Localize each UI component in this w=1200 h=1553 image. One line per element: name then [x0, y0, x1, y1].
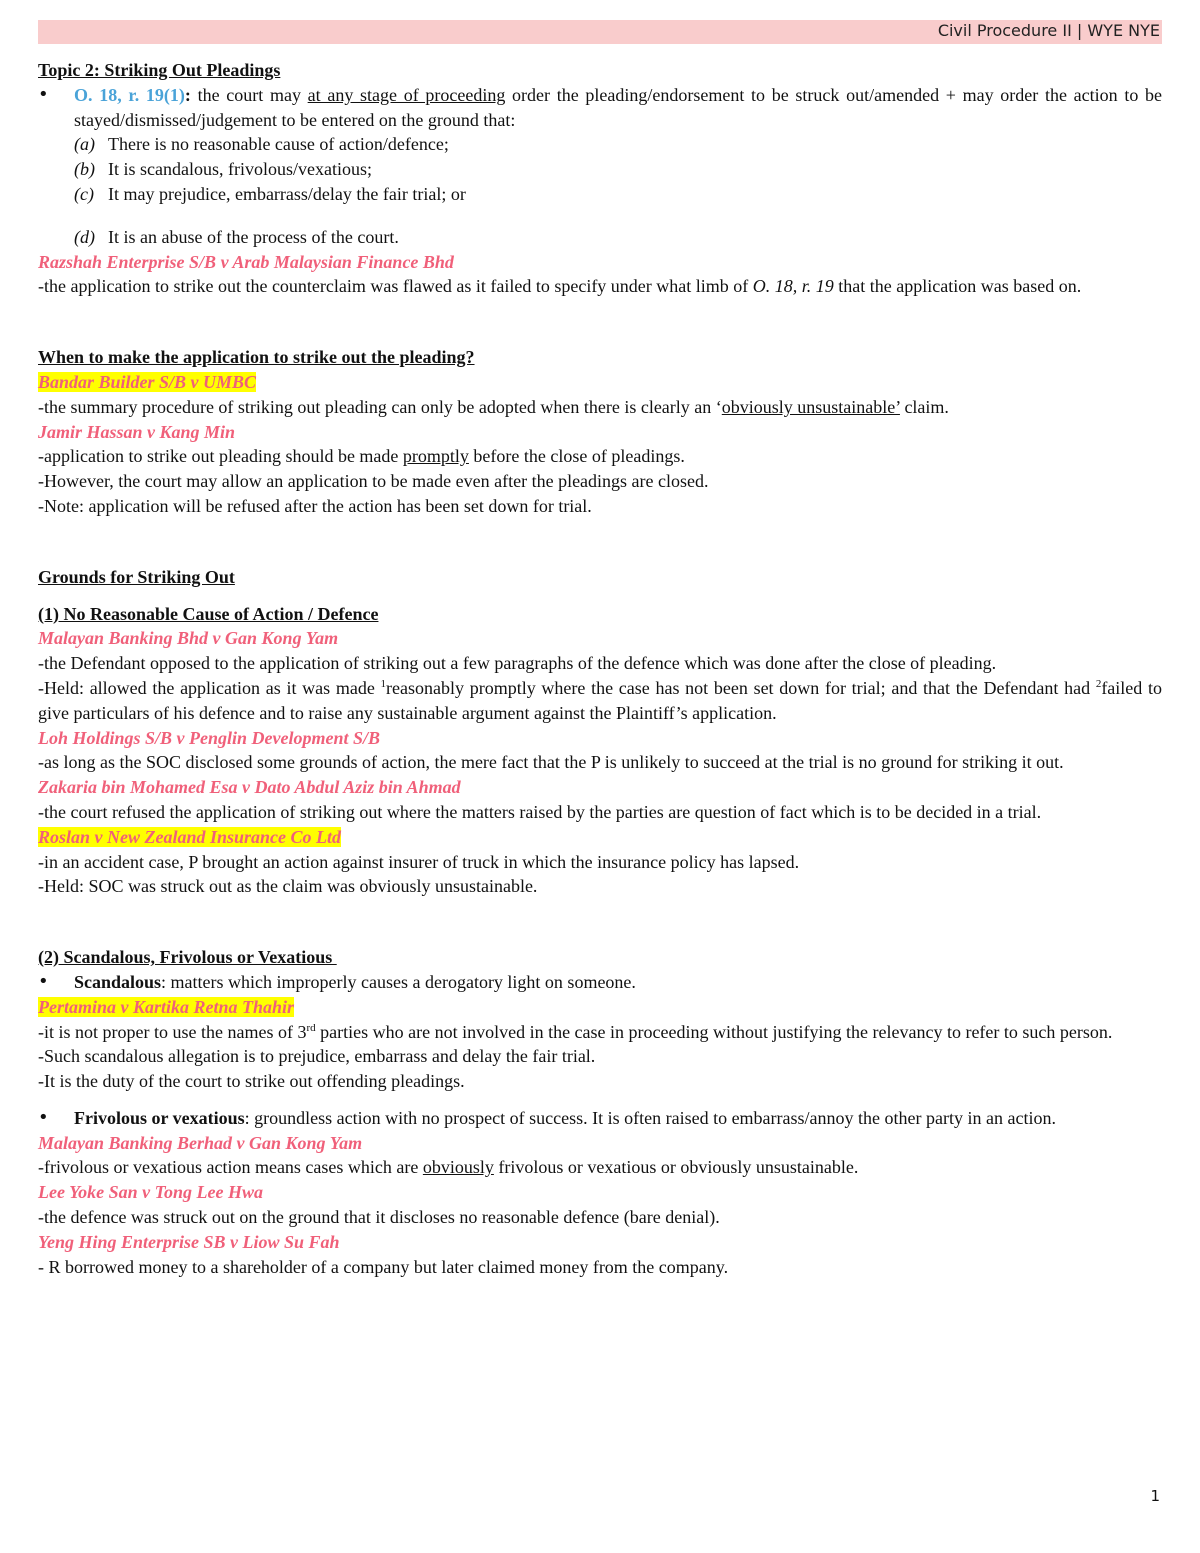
rule-reference: O. 18, r. 19(1): [74, 84, 185, 105]
case-note: -Note: application will be refused after the action has been set down for trial.: [38, 495, 592, 516]
case-note-underlined: promptly: [402, 446, 469, 467]
case-note-text: that the application was based on.: [833, 276, 1082, 297]
ground-label: (b): [74, 159, 95, 180]
case-name: Zakaria bin Mohamed Esa v Dato Abdul Aziz bin Ahmad: [38, 777, 461, 798]
case-note: -in an accident case, P brought an action against insurer of truck in which the insurance policy has lapsed.: [38, 851, 800, 872]
highlighted-case: Pertamina v Kartika Retna Thahir: [38, 996, 295, 1017]
case-note-text: -frivolous or vexatious action means cases which are: [38, 1157, 423, 1178]
running-header: Civil Procedure II | WYE NYE: [937, 21, 1160, 40]
case-name: Jamir Hassan v Kang Min: [38, 421, 236, 442]
bullet-text: : matters which improperly causes a derogatory light on someone.: [161, 971, 636, 992]
case-note: -the Defendant opposed to the application of striking out a few paragraphs of the defence which was done after the close of pleading.: [38, 653, 997, 674]
case-name: Malayan Banking Bhd v Gan Kong Yam: [38, 628, 339, 649]
ground-text: There is no reasonable cause of action/defence;: [108, 134, 449, 155]
bullet-scandalous: [38, 970, 1162, 995]
case-note: -Such scandalous allegation is to prejudice, embarrass and delay the fair trial.: [38, 1046, 596, 1067]
case-note: [38, 395, 1162, 420]
case-note: [38, 444, 1162, 469]
case-note: [38, 676, 1162, 726]
case-note: [38, 1155, 1162, 1180]
bullet-text: : groundless action with no prospect of success. It is often raised to embarrass/annoy the other party in an action.: [244, 1107, 1056, 1128]
case-note-text: failed to give particulars of his defence and to raise any sustainable argument against the Plaintiff’s application.: [38, 677, 1162, 723]
case-note: -It is the duty of the court to strike out offending pleadings.: [38, 1071, 465, 1092]
topic-title: Topic 2: Striking Out Pleadings: [38, 60, 281, 80]
rule-underlined: at any stage of proceeding: [307, 84, 506, 105]
case-note: -Held: SOC was struck out as the claim was obviously unsustainable.: [38, 876, 538, 897]
case-note-text: frivolous or vexatious or obviously unsustainable.: [493, 1157, 859, 1178]
ground-label: (c): [74, 183, 94, 204]
case-note-text: -application to strike out pleading should be made: [38, 446, 403, 467]
case-name: Malayan Banking Berhad v Gan Kong Yam: [38, 1132, 363, 1153]
case-note-text: -Held: allowed the application as it was made: [38, 677, 381, 698]
page-number: 1: [1150, 1487, 1160, 1505]
case-note-italic: O. 18, r. 19: [752, 276, 834, 297]
section-title: When to make the application to strike out the pleading?: [38, 347, 475, 368]
subsection-title: (1) No Reasonable Cause of Action / Defence: [38, 603, 379, 624]
case-name: Razshah Enterprise S/B v Arab Malaysian Finance Bhd: [38, 251, 454, 272]
case-note-text: -the summary procedure of striking out pleading can only be adopted when there is clearly an ‘: [38, 396, 722, 417]
case-note-underlined: obviously: [422, 1157, 494, 1178]
ground-label: (d): [74, 226, 95, 247]
case-note: -the court refused the application of striking out where the matters raised by the parties are question of fact which is to be decided in a trial.: [38, 801, 1042, 822]
case-note-text: before the close of pleadings.: [468, 446, 685, 467]
case-note: - R borrowed money to a shareholder of a company but later claimed money from the company.: [38, 1256, 729, 1277]
ground-text: It may prejudice, embarrass/delay the fair trial; or: [108, 183, 466, 204]
case-note-text: claim.: [899, 396, 949, 417]
case-note-text: -the application to strike out the counterclaim was flawed as it failed to specify under what limb of: [38, 276, 753, 297]
highlighted-case: Bandar Builder S/B v UMBC: [38, 371, 257, 392]
case-name: Loh Holdings S/B v Penglin Development S/B: [38, 727, 381, 748]
case-name: Lee Yoke San v Tong Lee Hwa: [38, 1182, 263, 1203]
ground-d: [38, 225, 1162, 250]
ground-label: (a): [74, 134, 95, 155]
case-note: -However, the court may allow an application to be made even after the pleadings are closed.: [38, 471, 709, 492]
rule-colon: :: [184, 84, 191, 105]
case-note-text: parties who are not involved in the case in proceeding without justifying the relevancy to refer to such person.: [315, 1021, 1113, 1042]
ground-a: [38, 132, 1162, 157]
case-note-underlined: obviously unsustainable’: [721, 396, 900, 417]
rule-text-cont: order the pleading/endorsement to be struck out/amended + may order the action to be stayed/dismissed/judgement to be entered on the ground that:: [74, 84, 1163, 130]
case-note: -as long as the SOC disclosed some grounds of action, the mere fact that the P is unlikely to succeed at the trial is no ground for striking it out.: [38, 752, 1064, 773]
subsection-title: (2) Scandalous, Frivolous or Vexatious: [38, 947, 337, 968]
case-name: [38, 825, 1162, 850]
case-name: Yeng Hing Enterprise SB v Liow Su Fah: [38, 1231, 340, 1252]
case-note: [38, 1020, 1162, 1045]
document-body: [38, 58, 1162, 1279]
superscript: 1: [380, 677, 387, 690]
ground-text: It is an abuse of the process of the court.: [108, 226, 399, 247]
case-note-text: -it is not proper to use the names of 3: [38, 1021, 307, 1042]
ground-b: [38, 157, 1162, 182]
case-note: -the defence was struck out on the ground that it discloses no reasonable defence (bare denial).: [38, 1207, 720, 1228]
rule-text: the court may: [190, 84, 308, 105]
bullet-frivolous: [38, 1106, 1162, 1131]
ground-c: [38, 182, 1162, 207]
case-name: [38, 370, 1162, 395]
superscript: rd: [306, 1021, 316, 1034]
section-title: Grounds for Striking Out: [38, 566, 235, 587]
case-note-text: reasonably promptly where the case has not been set down for trial; and that the Defendant had: [386, 677, 1096, 698]
superscript: 2: [1095, 677, 1102, 690]
ground-text: It is scandalous, frivolous/vexatious;: [108, 159, 372, 180]
bullet-term: Frivolous or vexatious: [74, 1107, 245, 1128]
highlighted-case: Roslan v New Zealand Insurance Co Ltd: [38, 826, 342, 847]
case-name: [38, 995, 1162, 1020]
rule-bullet: [38, 83, 1162, 133]
case-note: [38, 274, 1162, 299]
bullet-term: Scandalous: [74, 971, 162, 992]
